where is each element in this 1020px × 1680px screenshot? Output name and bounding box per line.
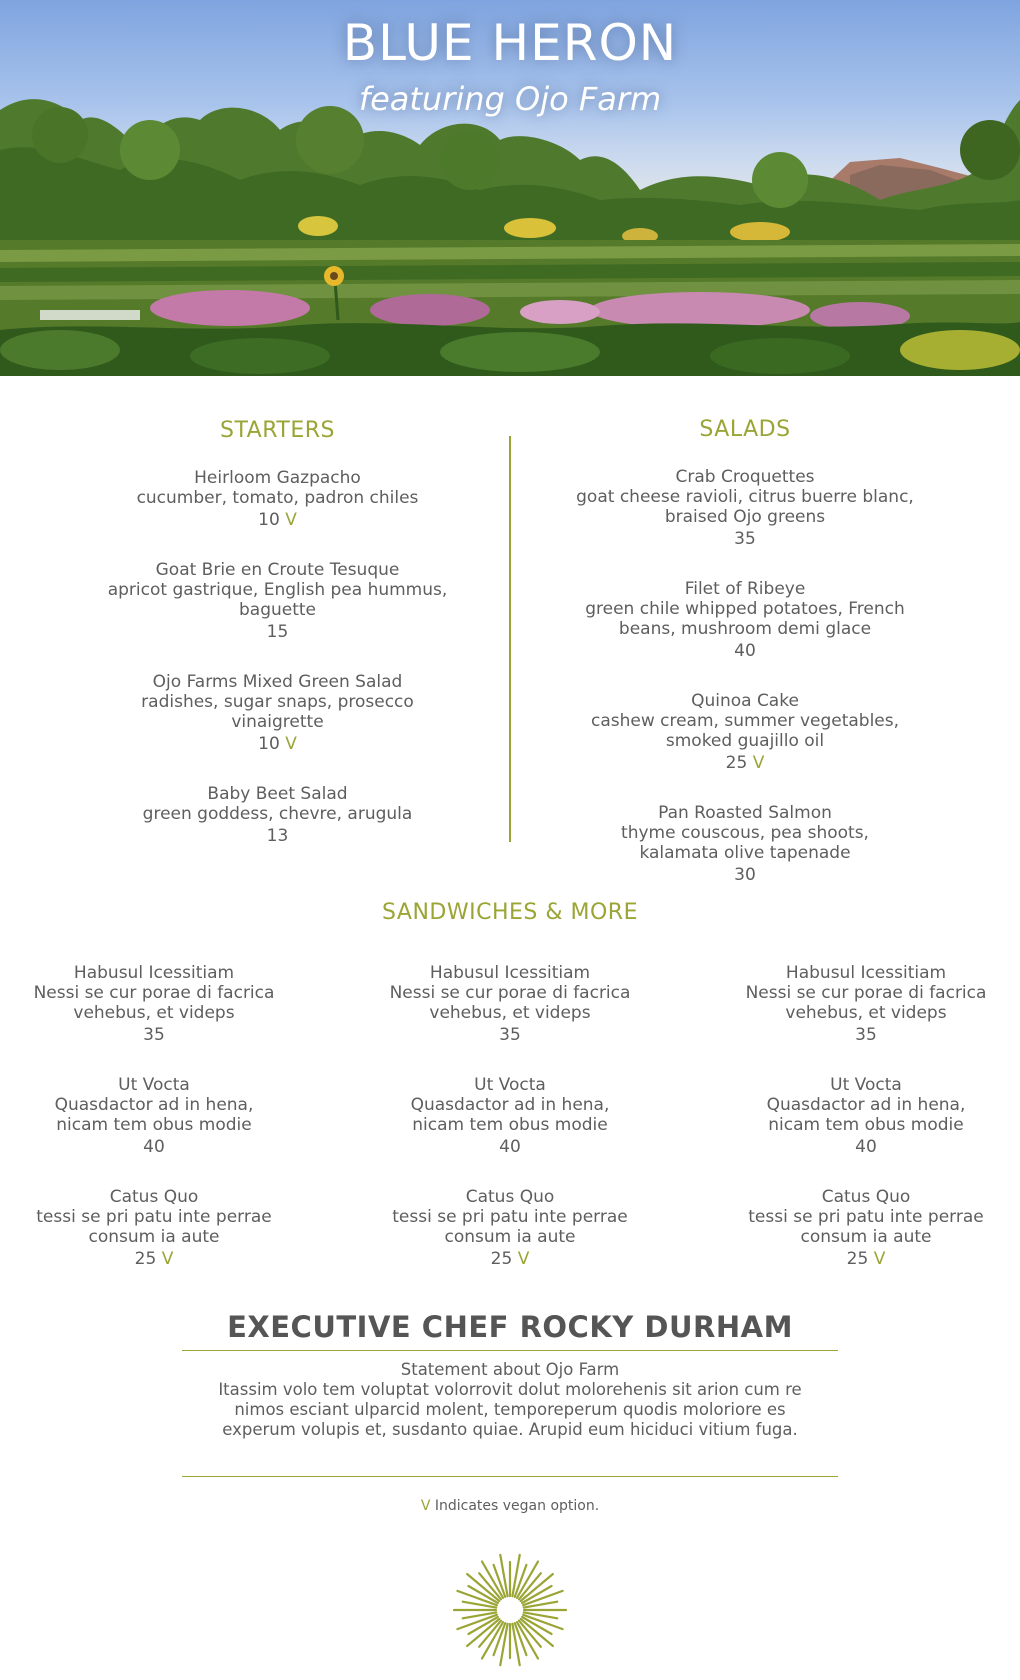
item-desc: tessi se pri patu inte perrae consum ia aute bbox=[392, 1207, 628, 1247]
chef-divider-top bbox=[182, 1350, 838, 1351]
item-name: Pan Roasted Salmon bbox=[658, 803, 832, 823]
item-price: 25 bbox=[846, 1249, 869, 1269]
item-price: 30 bbox=[734, 865, 756, 885]
sunburst-ray bbox=[500, 1624, 507, 1665]
starters-list bbox=[80, 468, 475, 876]
item-name: Ut Vocta bbox=[118, 1075, 190, 1095]
menu-item bbox=[80, 468, 475, 530]
item-price: 25 bbox=[725, 753, 748, 773]
sandwiches-column-1 bbox=[30, 963, 278, 1299]
vegan-mark: V bbox=[285, 510, 297, 530]
menu-item bbox=[386, 1187, 634, 1269]
item-desc: green goddess, chevre, arugula bbox=[142, 804, 413, 824]
vegan-note-text: Indicates vegan option. bbox=[434, 1498, 600, 1514]
item-desc: apricot gastrique, English pea hummus, baguette bbox=[107, 580, 448, 620]
item-price: 13 bbox=[266, 826, 289, 846]
item-name: Baby Beet Salad bbox=[207, 784, 348, 804]
item-price: 25 bbox=[490, 1249, 513, 1269]
item-desc: Nessi se cur porae di facrica vehebus, et videps bbox=[745, 983, 987, 1023]
chef-heading: EXECUTIVE CHEF ROCKY DURHAM bbox=[227, 1310, 793, 1344]
menu-item bbox=[30, 1187, 278, 1269]
item-price: 35 bbox=[855, 1025, 877, 1045]
item-name: Ojo Farms Mixed Green Salad bbox=[152, 672, 403, 692]
item-name: Habusul Icessitiam bbox=[73, 963, 235, 983]
item-price: 25 bbox=[134, 1249, 157, 1269]
item-desc: Quasdactor ad in hena, nicam tem obus modie bbox=[54, 1095, 254, 1135]
item-desc: Quasdactor ad in hena, nicam tem obus modie bbox=[410, 1095, 610, 1135]
sunburst-ray bbox=[500, 1555, 507, 1596]
item-price: 40 bbox=[143, 1137, 165, 1157]
menu-item bbox=[30, 963, 278, 1045]
item-price: 35 bbox=[734, 529, 756, 549]
menu-item bbox=[30, 1075, 278, 1157]
item-price: 40 bbox=[499, 1137, 521, 1157]
item-price: 35 bbox=[143, 1025, 165, 1045]
item-desc: tessi se pri patu inte perrae consum ia aute bbox=[748, 1207, 984, 1247]
item-name: Catus Quo bbox=[465, 1187, 555, 1207]
sandwiches-heading: SANDWICHES & MORE bbox=[382, 900, 638, 925]
menu-item bbox=[386, 963, 634, 1045]
item-desc: Quasdactor ad in hena, nicam tem obus modie bbox=[766, 1095, 966, 1135]
item-name: Filet of Ribeye bbox=[684, 579, 806, 599]
sunburst-logo-icon bbox=[448, 1548, 572, 1672]
vegan-mark: V bbox=[873, 1249, 886, 1269]
menu-item bbox=[565, 579, 925, 661]
item-desc: goat cheese ravioli, citrus buerre blanc, braised Ojo greens bbox=[576, 487, 914, 527]
restaurant-subtitle: featuring Ojo Farm bbox=[358, 80, 662, 118]
sunburst-ray bbox=[512, 1555, 519, 1596]
vegan-legend bbox=[0, 1498, 1020, 1514]
menu-item bbox=[565, 803, 925, 885]
menu-item bbox=[386, 1075, 634, 1157]
menu-item bbox=[80, 560, 475, 642]
item-desc: thyme couscous, pea shoots, kalamata olive tapenade bbox=[621, 823, 869, 863]
item-name: Ut Vocta bbox=[474, 1075, 546, 1095]
item-desc: green chile whipped potatoes, French beans, mushroom demi glace bbox=[585, 599, 905, 639]
item-desc: Nessi se cur porae di facrica vehebus, et videps bbox=[389, 983, 631, 1023]
item-name: Heirloom Gazpacho bbox=[194, 468, 361, 488]
menu-item bbox=[565, 691, 925, 773]
item-name: Crab Croquettes bbox=[675, 467, 815, 487]
column-divider bbox=[509, 436, 511, 842]
item-price: 15 bbox=[266, 622, 289, 642]
sandwiches-column-3 bbox=[742, 963, 990, 1299]
item-desc: cucumber, tomato, padron chiles bbox=[136, 488, 419, 508]
item-name: Ut Vocta bbox=[830, 1075, 902, 1095]
menu-item bbox=[80, 672, 475, 754]
item-price: 10 bbox=[258, 510, 280, 530]
chef-statement bbox=[200, 1360, 820, 1440]
item-price: 40 bbox=[855, 1137, 877, 1157]
item-name: Goat Brie en Croute Tesuque bbox=[155, 560, 400, 580]
item-desc: Nessi se cur porae di facrica vehebus, et videps bbox=[33, 983, 275, 1023]
restaurant-title: BLUE HERON bbox=[342, 14, 678, 72]
menu-item bbox=[742, 1075, 990, 1157]
menu-item bbox=[565, 467, 925, 549]
hero-banner bbox=[0, 0, 1020, 376]
sandwiches-column-2 bbox=[386, 963, 634, 1299]
item-name: Catus Quo bbox=[821, 1187, 911, 1207]
item-price: 35 bbox=[499, 1025, 521, 1045]
chef-divider-bottom bbox=[182, 1476, 838, 1477]
vegan-mark: V bbox=[420, 1498, 431, 1514]
salads-heading: SALADS bbox=[699, 417, 791, 442]
item-name: Habusul Icessitiam bbox=[785, 963, 947, 983]
vegan-mark: V bbox=[517, 1249, 530, 1269]
starters-heading: STARTERS bbox=[219, 418, 336, 443]
item-desc: radishes, sugar snaps, prosecco vinaigrette bbox=[141, 692, 414, 732]
menu-item bbox=[742, 1187, 990, 1269]
vegan-mark: V bbox=[161, 1249, 174, 1269]
sunburst-ray bbox=[512, 1624, 519, 1665]
item-desc: tessi se pri patu inte perrae consum ia aute bbox=[36, 1207, 272, 1247]
item-price: 10 bbox=[258, 734, 280, 754]
menu-item bbox=[742, 963, 990, 1045]
vegan-mark: V bbox=[752, 753, 765, 773]
item-name: Quinoa Cake bbox=[691, 691, 799, 711]
item-desc: cashew cream, summer vegetables, smoked guajillo oil bbox=[590, 711, 900, 751]
menu-item bbox=[80, 784, 475, 846]
vegan-mark: V bbox=[285, 734, 297, 754]
statement-body: Itassim volo tem voluptat volorrovit dolut molorehenis sit arion cum re nimos esciant ulparcid molent, temporeperum quodis moloriore es experum volupis et, susdanto quiae. Arupid eum hiciduci vitium fuga. bbox=[218, 1380, 802, 1439]
item-price: 40 bbox=[734, 641, 756, 661]
statement-heading: Statement about Ojo Farm bbox=[400, 1360, 620, 1379]
item-name: Catus Quo bbox=[109, 1187, 199, 1207]
salads-list bbox=[565, 467, 925, 915]
item-name: Habusul Icessitiam bbox=[429, 963, 591, 983]
